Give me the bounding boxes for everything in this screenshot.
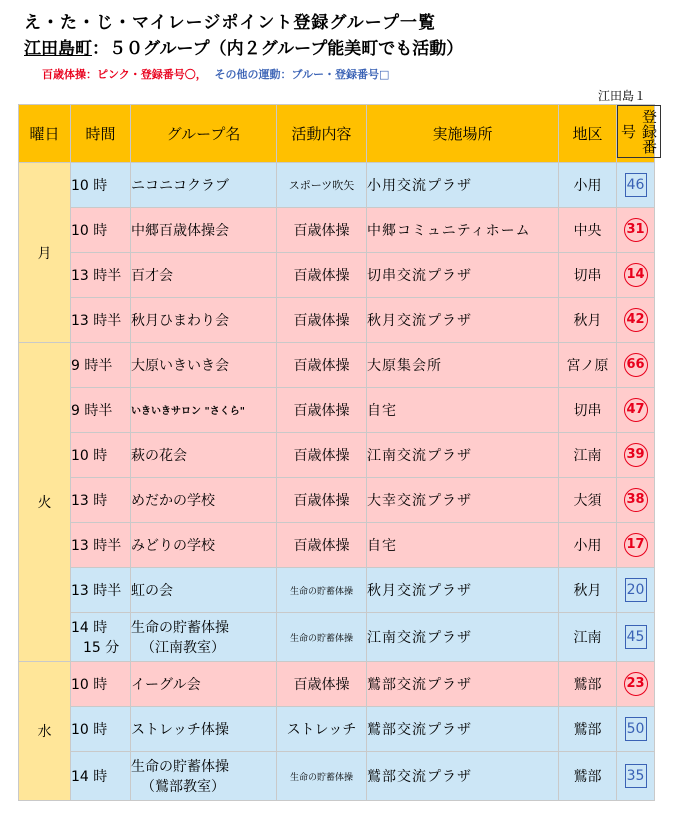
legend-blue: その他の運動：ブルー・登録番号□ <box>214 68 390 81</box>
reg-number-circle: 31 <box>624 218 648 242</box>
activity-cell: 百歳体操 <box>277 298 367 343</box>
table-row <box>19 478 655 523</box>
table-row <box>19 662 655 707</box>
area-cell: 大須 <box>559 478 617 523</box>
reg-number-cell <box>617 163 655 208</box>
reg-number-circle: 39 <box>624 443 648 467</box>
reg-number-cell <box>617 568 655 613</box>
area-cell: 江南 <box>559 433 617 478</box>
time-cell: 13 時半 <box>71 568 131 613</box>
place-cell: 小用交流プラザ <box>367 163 559 208</box>
place-cell: 大原集会所 <box>367 343 559 388</box>
group-cell: 大原いきいき会 <box>131 343 277 388</box>
area-cell: 小用 <box>559 163 617 208</box>
reg-number-cell <box>617 613 655 662</box>
table-row <box>19 208 655 253</box>
area-cell: 秋月 <box>559 298 617 343</box>
activity-cell: 生命の貯蓄体操 <box>277 752 367 801</box>
reg-number-cell <box>617 208 655 253</box>
reg-number-circle: 66 <box>624 353 648 377</box>
page-title: え・た・じ・マイレージポイント登録グループ一覧 <box>24 13 436 33</box>
area-cell: 宮ノ原 <box>559 343 617 388</box>
header-group: グループ名 <box>131 105 277 163</box>
reg-number-cell <box>617 752 655 801</box>
time-cell: 10 時 <box>71 662 131 707</box>
time-cell: 10 時 <box>71 163 131 208</box>
place-cell: 自宅 <box>367 523 559 568</box>
table-row <box>19 752 655 801</box>
group-cell <box>131 613 277 662</box>
time-cell: 9 時半 <box>71 388 131 433</box>
group-cell: 百才会 <box>131 253 277 298</box>
header-day: 曜日 <box>19 105 71 163</box>
activity-cell: 百歳体操 <box>277 343 367 388</box>
table-row <box>19 568 655 613</box>
group-cell: イーグル会 <box>131 662 277 707</box>
place-cell: 自宅 <box>367 388 559 433</box>
time-cell: 13 時半 <box>71 298 131 343</box>
area-cell: 鷲部 <box>559 662 617 707</box>
header-place: 実施場所 <box>367 105 559 163</box>
reg-number-square: 50 <box>625 717 647 741</box>
page-subtitle <box>24 34 463 59</box>
area-cell: 切串 <box>559 253 617 298</box>
header-area: 地区 <box>559 105 617 163</box>
table-row <box>19 433 655 478</box>
table-row <box>19 707 655 752</box>
activity-cell: 百歳体操 <box>277 523 367 568</box>
time-cell: 9 時半 <box>71 343 131 388</box>
group-class: （江南教室） <box>141 640 225 656</box>
table-row <box>19 613 655 662</box>
time-cell: 10 時 <box>71 433 131 478</box>
time-cell: 13 時 <box>71 478 131 523</box>
place-cell: 秋月交流プラザ <box>367 568 559 613</box>
reg-number-cell <box>617 662 655 707</box>
reg-number-square: 45 <box>625 625 647 649</box>
activity-cell: 百歳体操 <box>277 208 367 253</box>
time-cell: 10 時 <box>71 707 131 752</box>
group-cell: めだかの学校 <box>131 478 277 523</box>
reg-number-cell <box>617 707 655 752</box>
schedule-table <box>18 104 658 801</box>
table-row <box>19 388 655 433</box>
place-cell: 切串交流プラザ <box>367 253 559 298</box>
activity-cell: 生命の貯蓄体操 <box>277 568 367 613</box>
place-cell: 鷲部交流プラザ <box>367 752 559 801</box>
reg-number-cell <box>617 343 655 388</box>
group-name: 生命の貯蓄体操 <box>131 759 229 775</box>
group-cell <box>131 752 277 801</box>
activity-cell: 百歳体操 <box>277 253 367 298</box>
color-legend <box>42 66 389 82</box>
reg-number-cell <box>617 478 655 523</box>
time-cell: 13 時半 <box>71 253 131 298</box>
time-cell: 10 時 <box>71 208 131 253</box>
group-count: ：５０グループ（内２グループ能美町でも活動） <box>92 39 464 59</box>
day-cell-mon: 月 <box>19 163 71 343</box>
page-number: 江田島１ <box>598 89 647 103</box>
reg-number-cell <box>617 523 655 568</box>
reg-number-circle: 38 <box>624 488 648 512</box>
legend-pink: 百歳体操：ピンク・登録番号〇， <box>42 68 207 81</box>
day-cell-wed: 水 <box>19 662 71 801</box>
place-cell: 大幸交流プラザ <box>367 478 559 523</box>
group-cell: 中郷百歳体操会 <box>131 208 277 253</box>
table-row <box>19 523 655 568</box>
header-reg-number: 登録番号 <box>617 105 655 163</box>
table-row <box>19 253 655 298</box>
group-cell: 萩の花会 <box>131 433 277 478</box>
group-cell: 秋月ひまわり会 <box>131 298 277 343</box>
place-cell: 江南交流プラザ <box>367 613 559 662</box>
group-cell: みどりの学校 <box>131 523 277 568</box>
table-header-row <box>19 105 655 163</box>
place-cell: 鷲部交流プラザ <box>367 662 559 707</box>
day-cell-tue: 火 <box>19 343 71 662</box>
activity-cell: 百歳体操 <box>277 478 367 523</box>
reg-number-cell <box>617 298 655 343</box>
area-cell: 秋月 <box>559 568 617 613</box>
time-minutes: 15 分 <box>83 640 120 656</box>
reg-number-circle: 42 <box>624 308 648 332</box>
time-cell: 13 時半 <box>71 523 131 568</box>
place-cell: 中郷コミュニティホーム <box>367 208 559 253</box>
area-cell: 小用 <box>559 523 617 568</box>
activity-cell: 生命の貯蓄体操 <box>277 613 367 662</box>
area-cell: 中央 <box>559 208 617 253</box>
town-name: 江田島町 <box>24 39 92 59</box>
activity-cell: 百歳体操 <box>277 388 367 433</box>
group-class: （鷲部教室） <box>141 779 225 795</box>
reg-number-cell <box>617 388 655 433</box>
reg-number-cell <box>617 253 655 298</box>
group-name: 生命の貯蓄体操 <box>131 620 229 636</box>
table-row <box>19 343 655 388</box>
table-row <box>19 163 655 208</box>
reg-number-square: 20 <box>625 578 647 602</box>
place-cell: 江南交流プラザ <box>367 433 559 478</box>
area-cell: 鷲部 <box>559 707 617 752</box>
area-cell: 鷲部 <box>559 752 617 801</box>
table-row <box>19 298 655 343</box>
activity-cell: 百歳体操 <box>277 433 367 478</box>
reg-number-circle: 17 <box>624 533 648 557</box>
reg-number-circle: 47 <box>624 398 648 422</box>
group-cell: 虹の会 <box>131 568 277 613</box>
reg-number-circle: 23 <box>624 672 648 696</box>
reg-number-cell <box>617 433 655 478</box>
header-activity: 活動内容 <box>277 105 367 163</box>
reg-number-square: 46 <box>625 173 647 197</box>
reg-number-circle: 14 <box>624 263 648 287</box>
header-time: 時間 <box>71 105 131 163</box>
group-name-small: いきいきサロン "さくら" <box>131 406 245 417</box>
time-main: 14 時 <box>71 620 108 636</box>
group-cell: ニコニコクラブ <box>131 163 277 208</box>
reg-number-square: 35 <box>625 764 647 788</box>
activity-cell: 百歳体操 <box>277 662 367 707</box>
place-cell: 鷲部交流プラザ <box>367 707 559 752</box>
group-cell <box>131 388 277 433</box>
time-cell: 14 時 <box>71 752 131 801</box>
area-cell: 切串 <box>559 388 617 433</box>
activity-cell: スポーツ吹矢 <box>277 163 367 208</box>
activity-cell: ストレッチ <box>277 707 367 752</box>
place-cell: 秋月交流プラザ <box>367 298 559 343</box>
area-cell: 江南 <box>559 613 617 662</box>
group-cell: ストレッチ体操 <box>131 707 277 752</box>
time-cell <box>71 613 131 662</box>
